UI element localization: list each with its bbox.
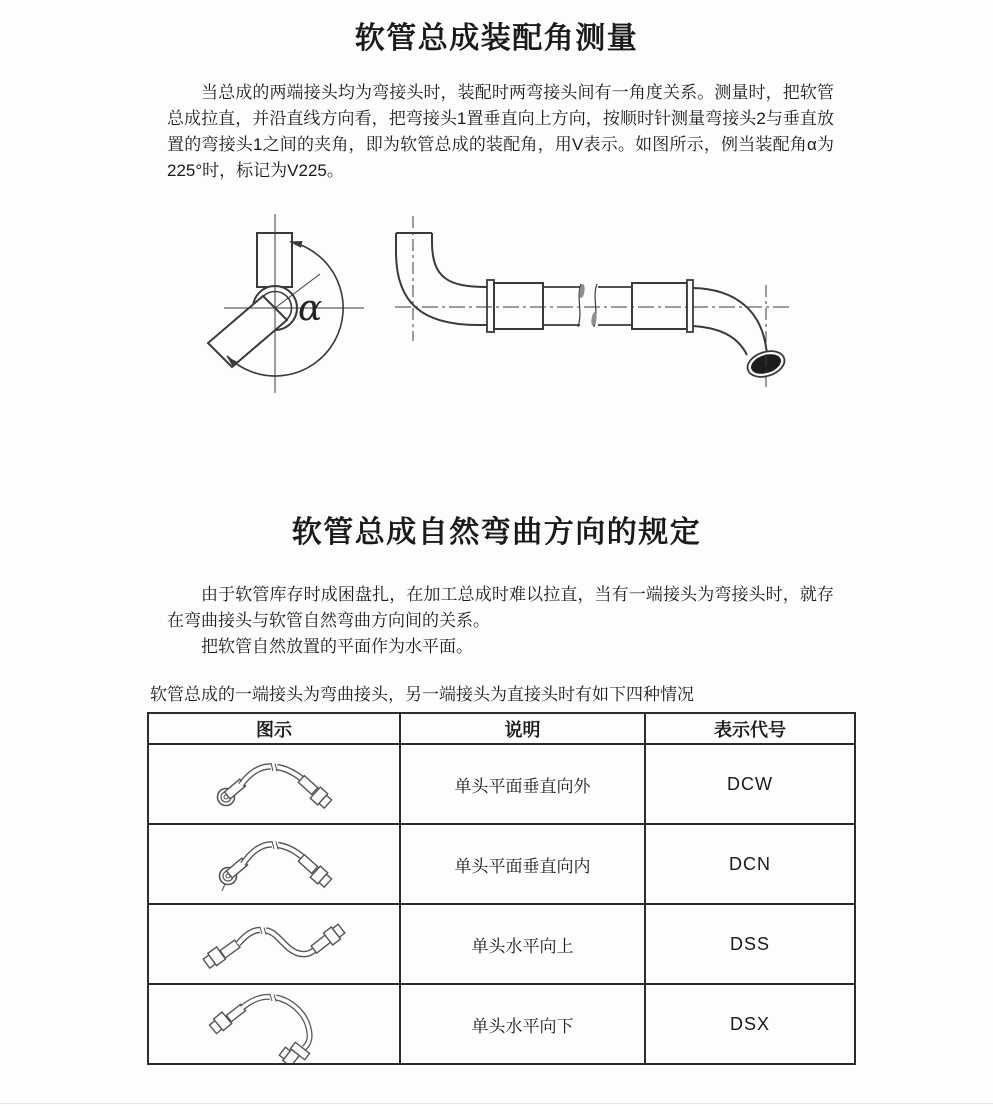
ferrule2 xyxy=(632,283,687,329)
section1-paragraph: 当总成的两端接头均为弯接头时，装配时两弯接头间有一角度关系。测量时，把软管总成拉直，并沿直线方向看，把弯接头1置垂直向上方向，按顺时针测量弯接头2与垂直放置的弯接头1之间的夹角，即为软管总成的装配角，用V表示。如图所示，例当装配角α为225°时，标记为V225。 xyxy=(167,83,834,180)
elbow-outer-curve xyxy=(396,233,487,325)
table-caption: 软管总成的一端接头为弯曲接头，另一端接头为直接头时有如下四种情况 xyxy=(150,685,694,704)
ferrule2-lip xyxy=(687,280,693,332)
right-elbow-inner xyxy=(693,326,747,355)
table-row xyxy=(148,904,855,984)
hose-illustration-dss xyxy=(154,905,394,983)
section1-title: 软管总成装配角测量 xyxy=(354,22,639,55)
table-row xyxy=(148,744,855,824)
header-code: 表示代号 xyxy=(645,713,855,744)
bend-direction-table xyxy=(147,712,856,1065)
right-elbow-outer xyxy=(693,288,767,353)
hose-segment1 xyxy=(543,287,580,325)
header-description: 说明 xyxy=(400,713,645,744)
table-header-row xyxy=(148,713,855,744)
row-code: DSX xyxy=(645,984,855,1064)
hose-segment2 xyxy=(598,287,632,325)
table-row xyxy=(148,984,855,1064)
row-code: DCW xyxy=(645,744,855,824)
elbow-inner-curve xyxy=(432,233,487,287)
assembly-angle-diagram xyxy=(190,200,840,420)
ferrule1 xyxy=(494,283,543,329)
header-illustration: 图示 xyxy=(148,713,400,744)
section2-title: 软管总成自然弯曲方向的规定 xyxy=(291,516,702,549)
hose-illustration-dsx xyxy=(154,985,394,1063)
row-code: DSS xyxy=(645,904,855,984)
row-code: DCN xyxy=(645,824,855,904)
table-row xyxy=(148,824,855,904)
end-view-diagram xyxy=(208,214,364,393)
section2-paragraph1: 由于软管库存时成困盘扎，在加工总成时难以拉直，当有一端接头为弯接头时，就存在弯曲接头与软管自然弯曲方向间的关系。 xyxy=(167,585,834,630)
page-bottom-edge xyxy=(0,1103,993,1104)
side-view-diagram xyxy=(395,216,793,387)
row-description: 单头平面垂直向内 xyxy=(400,824,645,904)
break-hatch-bottom xyxy=(591,312,598,327)
hose-illustration-dcn xyxy=(154,825,394,903)
assembly-angle-figure xyxy=(190,200,840,420)
ferrule1-lip xyxy=(487,280,494,332)
row-description: 单头平面垂直向外 xyxy=(400,744,645,824)
row-description: 单头水平向上 xyxy=(400,904,645,984)
section2-paragraph2: 把软管自然放置的平面作为水平面。 xyxy=(201,637,473,656)
hose-illustration-dcw xyxy=(154,745,394,823)
row-description: 单头水平向下 xyxy=(400,984,645,1064)
angle-alpha-label: α xyxy=(298,288,323,329)
